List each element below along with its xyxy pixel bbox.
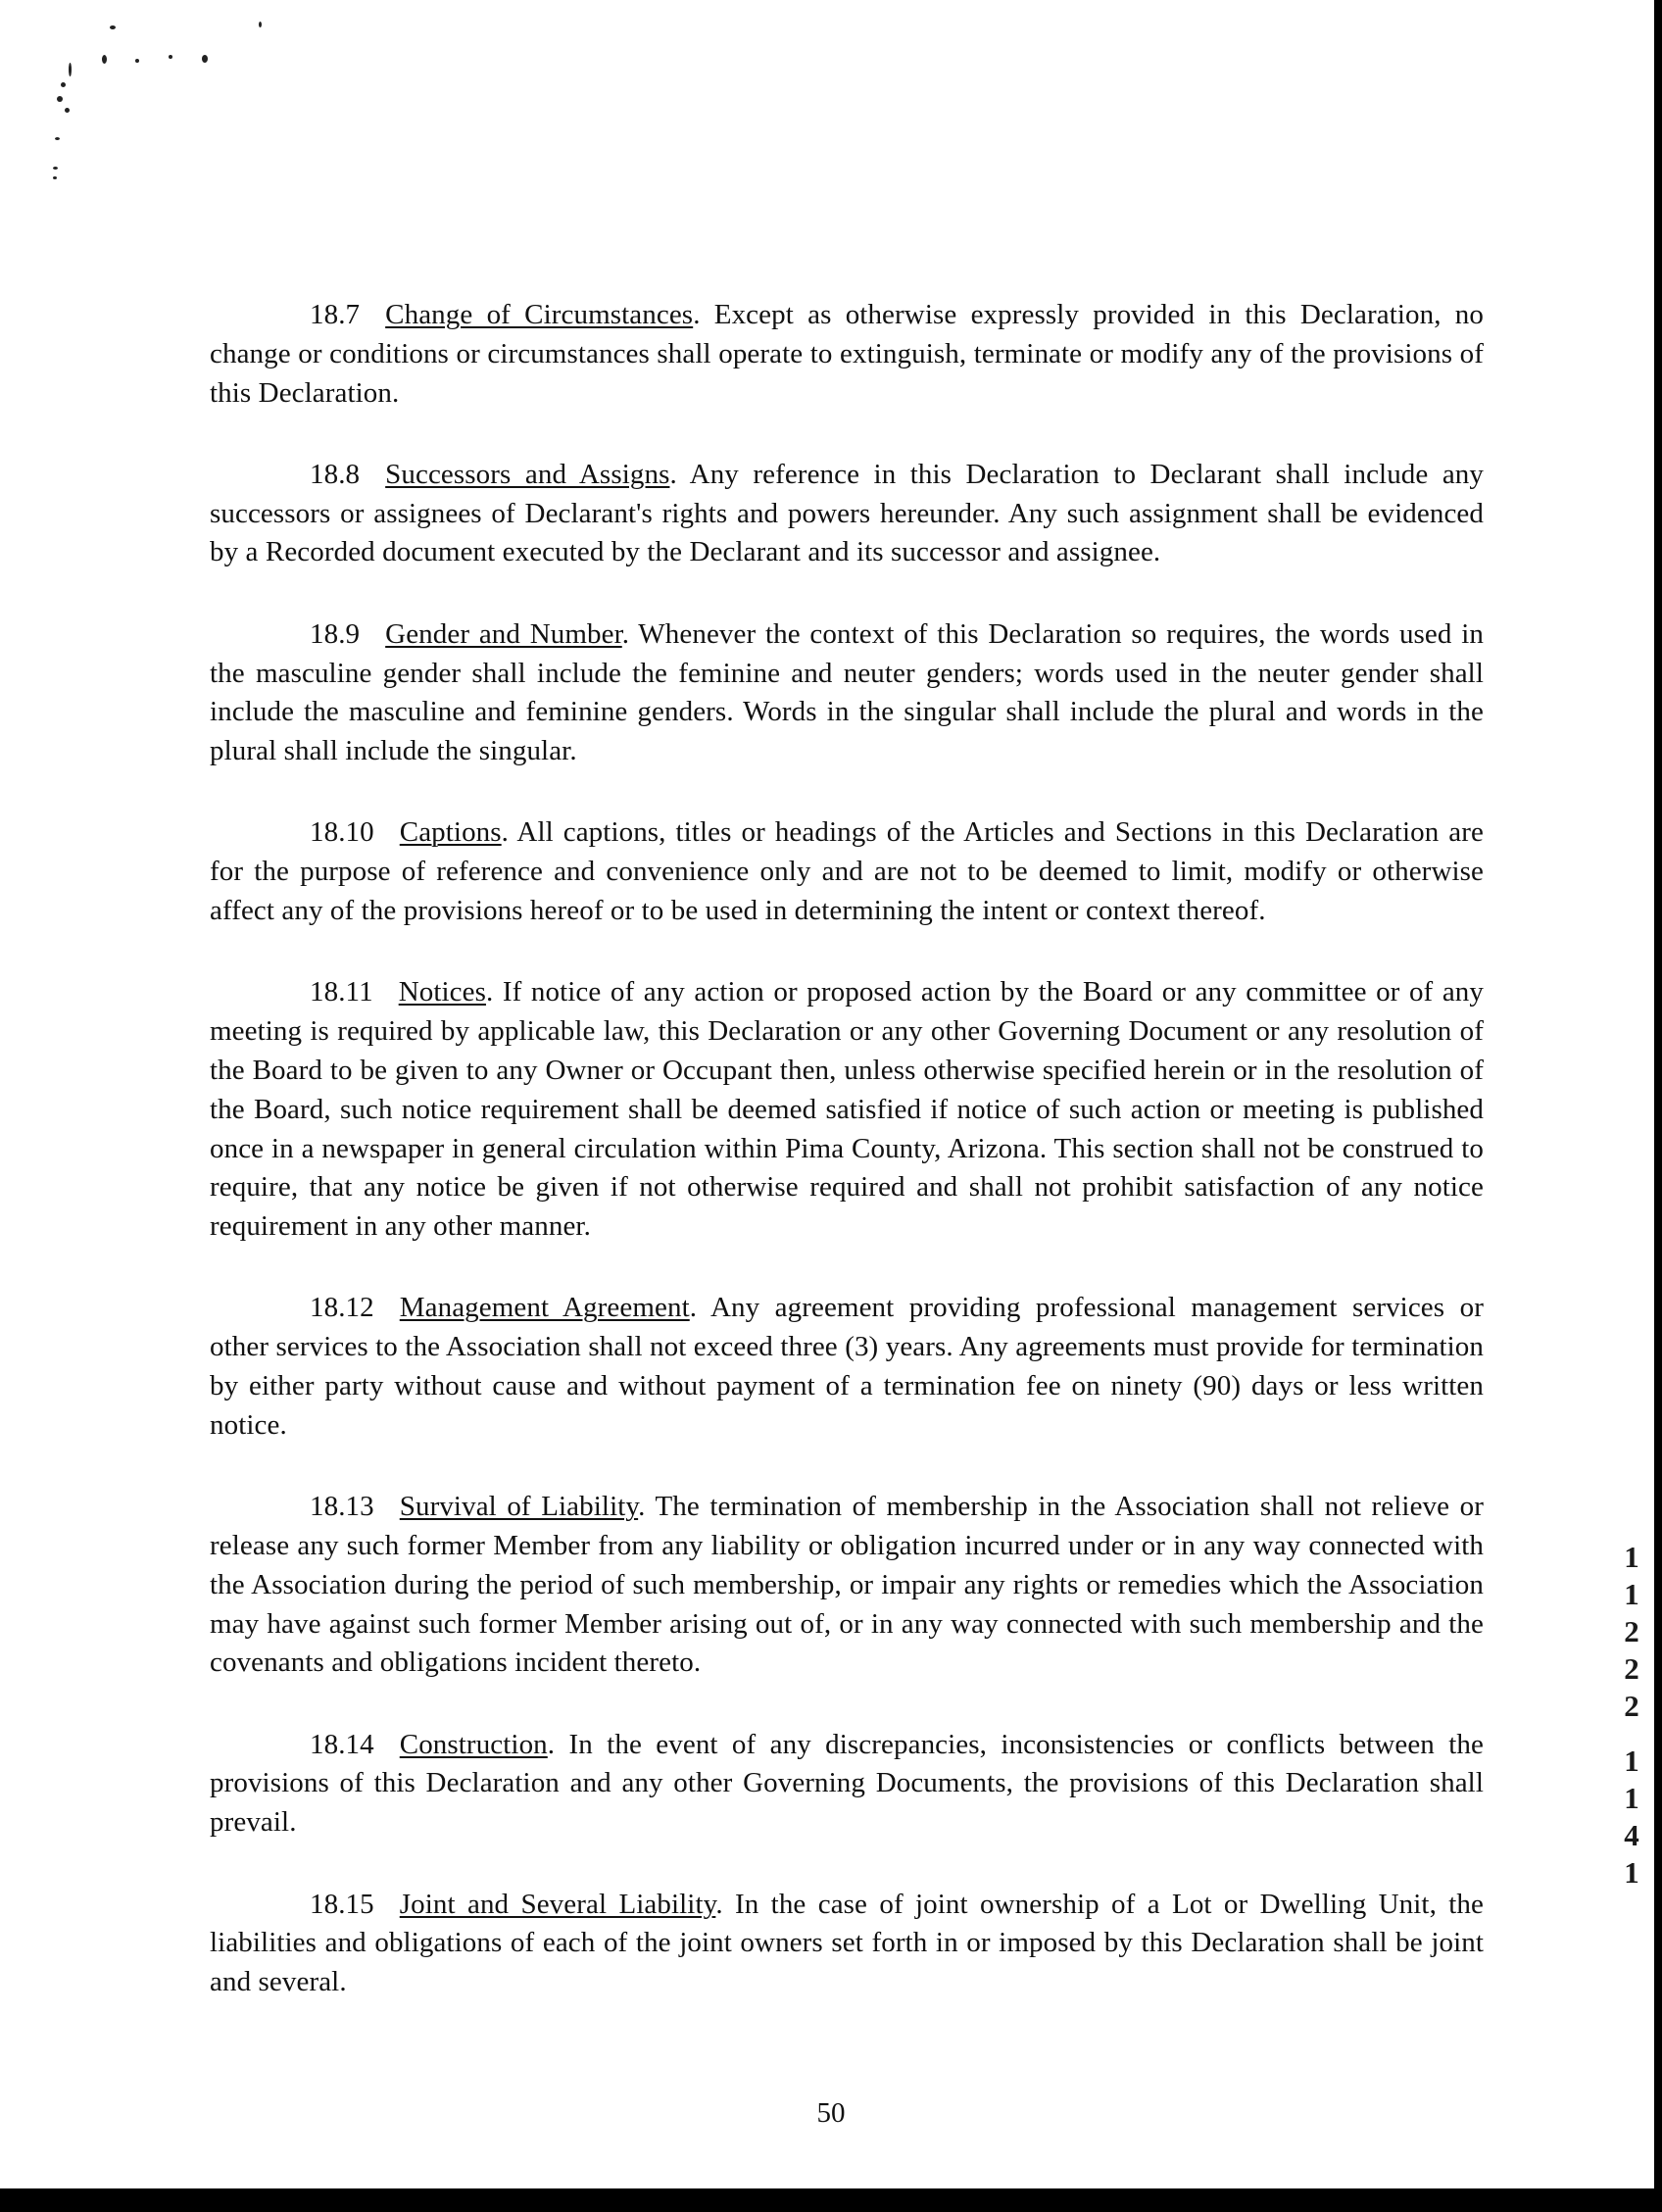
- scan-speck: [61, 82, 66, 87]
- scan-speck: [135, 59, 139, 63]
- scan-border-bottom: [0, 2188, 1662, 2212]
- section-18-7: [210, 296, 1484, 413]
- scan-speck: [169, 55, 172, 59]
- section-18-10: [210, 813, 1484, 930]
- section-18-11: [210, 973, 1484, 1247]
- section-18-8: [210, 456, 1484, 572]
- section-text: . Except as otherwise expressly provided in this Declaration, no change or conditions or circumstances shall operate to extinguish, terminate or modify any of the provisions of this Declaration.: [210, 299, 1484, 409]
- scan-border-right: [1654, 0, 1662, 2212]
- page-number: 50: [816, 2097, 846, 2129]
- section-18-13: [210, 1488, 1484, 1683]
- recording-stamp-lower: [1619, 1743, 1644, 1892]
- section-title: Joint and Several Liability: [399, 1888, 716, 1920]
- section-title: Construction: [399, 1728, 548, 1760]
- section-number: 18.13: [310, 1491, 374, 1523]
- stamp-digit: 2: [1624, 1651, 1639, 1686]
- stamp-digit: 2: [1624, 1614, 1639, 1648]
- stamp-digit: 2: [1624, 1689, 1639, 1723]
- document-body: [210, 296, 1484, 2044]
- scan-speck: [259, 22, 262, 27]
- scan-speck: [65, 108, 70, 113]
- section-18-12: [210, 1289, 1484, 1445]
- recording-stamp-upper: [1619, 1539, 1644, 1725]
- stamp-digit: 1: [1624, 1855, 1639, 1890]
- section-number: 18.10: [310, 816, 374, 849]
- scan-speck: [202, 55, 208, 63]
- section-title: Captions: [399, 816, 502, 849]
- section-text: . All captions, titles or headings of the Articles and Sections in this Declaration are for the purpose of reference and convenience only and are not to be deemed to limit, modify or otherwise affect any of the provisions hereof or to be used in determining the intent or context thereof.: [210, 816, 1484, 927]
- stamp-digit: 1: [1624, 1577, 1639, 1611]
- section-title: Management Agreement: [399, 1292, 690, 1324]
- section-number: 18.15: [310, 1888, 374, 1920]
- scan-speck: [53, 167, 58, 170]
- scan-speck: [57, 96, 63, 102]
- section-number: 18.12: [310, 1292, 374, 1324]
- stamp-digit: 1: [1624, 1540, 1639, 1574]
- scan-speck: [110, 25, 116, 29]
- scan-speck: [69, 63, 72, 76]
- section-number: 18.9: [310, 617, 361, 650]
- section-text: . In the case of joint ownership of a Lot or Dwelling Unit, the liabilities and obligations of each of the joint owners set forth in or imposed by this Declaration shall be joint and several.: [210, 1888, 1484, 1998]
- stamp-digit: 4: [1624, 1818, 1639, 1852]
- section-title: Survival of Liability: [399, 1491, 639, 1523]
- scan-speck: [55, 137, 60, 140]
- stamp-digit: 1: [1624, 1744, 1639, 1778]
- section-text: . Any reference in this Declaration to Declarant shall include any successors or assignees of Declarant's rights and powers hereunder. Any such assignment shall be evidenced by a Recorded document executed by the Declarant and its successor and assignee.: [210, 458, 1484, 568]
- section-number: 18.7: [310, 299, 361, 330]
- section-text: . Any agreement providing professional management services or other services to the Association shall not exceed three (3) years. Any agreements must provide for termination by either party without cause and without payment of a termination fee on ninety (90) days or less written notice.: [210, 1292, 1484, 1441]
- section-18-9: [210, 615, 1484, 771]
- section-text: . In the event of any discrepancies, inconsistencies or conflicts between the provisions of this Declaration and any other Governing Documents, the provisions of this Declaration shall prevail.: [210, 1728, 1484, 1839]
- scan-speck: [102, 55, 107, 64]
- stamp-digit: 1: [1624, 1781, 1639, 1815]
- section-18-14: [210, 1726, 1484, 1843]
- section-number: 18.8: [310, 458, 361, 490]
- section-title: Notices: [398, 976, 486, 1008]
- section-text: . Whenever the context of this Declaration so requires, the words used in the masculine gender shall include the feminine and neuter genders; words used in the neuter gender shall include the masculine and feminine genders. Words in the singular shall include the plural and words in the plural shall include the singular.: [210, 617, 1484, 767]
- section-title: Successors and Assigns: [385, 458, 670, 490]
- section-title: Change of Circumstances: [385, 299, 694, 330]
- section-18-15: [210, 1886, 1484, 2002]
- scan-speck: [53, 176, 57, 179]
- section-text: . If notice of any action or proposed action by the Board or any committee or of any meeting is required by applicable law, this Declaration or any other Governing Document or any resolution of the Board to be given to any Owner or Occupant then, unless otherwise specified herein or in the resolution of the Board, such notice requirement shall be deemed satisfied if notice of such action or meeting is published once in a newspaper in general circulation within Pima County, Arizona. This section shall not be construed to require, that any notice be given if not otherwise required and shall not prohibit satisfaction of any notice requirement in any other manner.: [210, 976, 1484, 1243]
- section-title: Gender and Number: [385, 617, 622, 650]
- section-number: 18.14: [310, 1728, 374, 1760]
- section-text: . The termination of membership in the Association shall not relieve or release any such former Member from any liability or obligation incurred under or in any way connected with the Association during the period of such membership, or impair any rights or remedies which the Association may have against such former Member arising out of, or in any way connected with such membership and the covenants and obligations incident thereto.: [210, 1491, 1484, 1679]
- section-number: 18.11: [310, 976, 373, 1008]
